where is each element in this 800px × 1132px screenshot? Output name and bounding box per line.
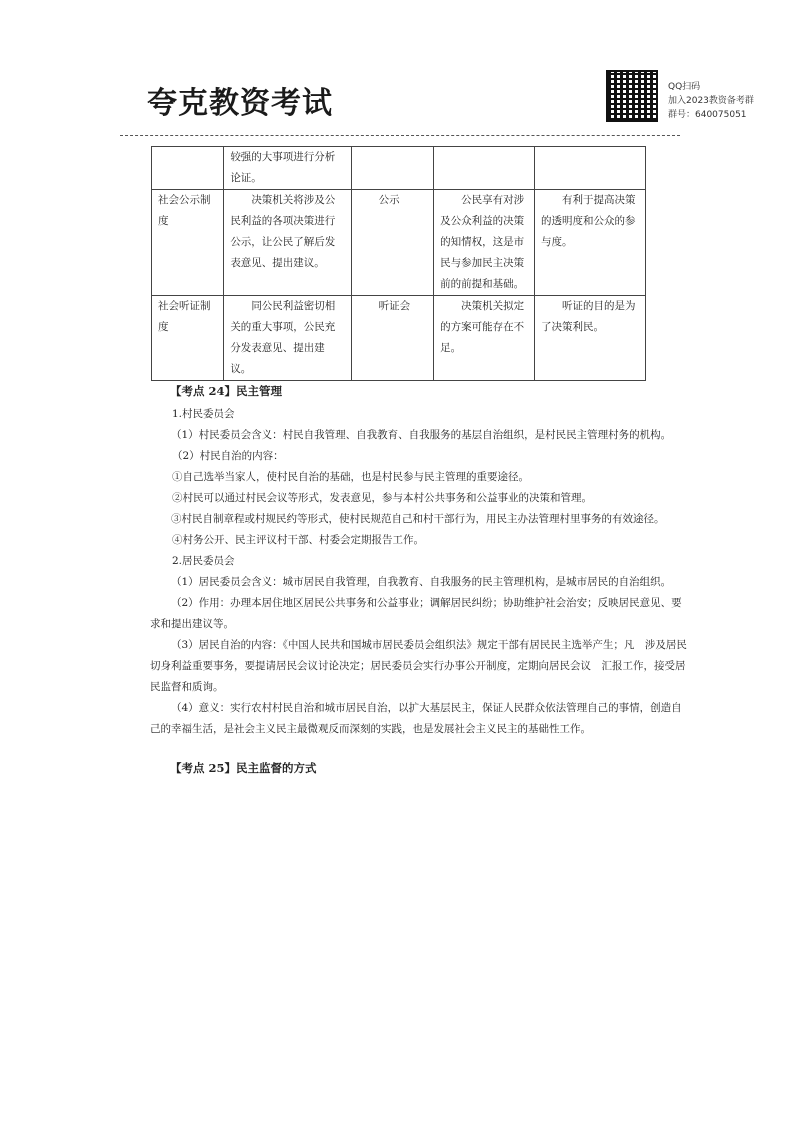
- table-cell: 社会公示制度: [152, 190, 224, 296]
- paragraph: （1）居民委员会含义：城市居民自我管理，自我教育、自我服务的民主管理机构，是城市居民的自治组织。: [171, 576, 672, 588]
- section-25-heading: 【考点 25】民主监督的方式: [170, 761, 317, 775]
- paragraph: （1）村民委员会含义：村民自我管理、自我教育、自我服务的基层自治组织，是村民民主管理村务的机构。: [171, 429, 672, 441]
- table-cell: [534, 147, 645, 190]
- list-item: ②村民可以通过村民会议等形式，发表意见，参与本村公共事务和公益事业的决策和管理。: [172, 492, 592, 504]
- qr-group-invite: 加入2023教资备考群: [668, 96, 754, 106]
- paragraph: （2）村民自治的内容：: [172, 450, 284, 462]
- qr-caption: QQ扫码: [668, 82, 701, 92]
- table-row: [152, 147, 646, 190]
- table-cell: 听证会: [351, 296, 434, 381]
- decision-system-table: [151, 146, 646, 381]
- table-cell: 决策机关将涉及公民利益的各项决策进行公示，让公民了解后发表意见、提出建议。: [224, 190, 351, 296]
- table-cell: 公民享有对涉及公众利益的决策的知情权，这是市民与参加民主决策前的前提和基础。: [434, 190, 535, 296]
- table-cell: 较强的大事项进行分析论证。: [224, 147, 351, 190]
- table-cell: 决策机关拟定的方案可能存在不足。: [434, 296, 535, 381]
- list-item: ③村民自制章程或村规民约等形式，使村民规范自己和村干部行为，用民主办法管理村里事务的有效途径。: [171, 513, 665, 525]
- header-divider: [120, 135, 680, 136]
- list-item: ①自己选举当家人，使村民自治的基础，也是村民参与民主管理的重要途径。: [172, 471, 529, 483]
- table-row: [152, 190, 646, 296]
- table-cell: [152, 147, 224, 190]
- list-item: ④村务公开、民主评议村干部、村委会定期报告工作。: [172, 534, 424, 546]
- qr-info: [668, 80, 754, 122]
- table-cell: 听证的目的是为了决策利民。: [534, 296, 645, 381]
- subheading-village-committee: 1.村民委员会: [172, 408, 235, 420]
- document-body: [150, 381, 690, 781]
- table-cell: 有利于提高决策的透明度和公众的参与度。: [534, 190, 645, 296]
- table-cell: [351, 147, 434, 190]
- paragraph: （4）意义：实行农村村民自治和城市居民自治，以扩大基层民主，保证人民群众依法管理自己的事情，创造自己的幸福生活，是社会主义民主最微观反而深刻的实践，也是发展社会主义民主的基础性工作。: [150, 702, 682, 735]
- table-cell: [434, 147, 535, 190]
- table-cell: 同公民利益密切相关的重大事项，公民充分发表意见、提出建议。: [224, 296, 351, 381]
- qr-code-image: [606, 70, 658, 122]
- brand-logo: 夸克教资考试: [147, 86, 333, 121]
- table-cell: 社会听证制度: [152, 296, 224, 381]
- section-24-heading: 【考点 24】民主管理: [170, 384, 283, 398]
- table-cell: 公示: [351, 190, 434, 296]
- subheading-resident-committee: 2.居民委员会: [172, 555, 235, 567]
- paragraph: （2）作用：办理本居住地区居民公共事务和公益事业；调解居民纠纷；协助维护社会治安；反映居民意见、要求和提出建议等。: [150, 597, 682, 630]
- table-row: [152, 296, 646, 381]
- paragraph: （3）居民自治的内容：《中国人民共和国城市居民委员会组织法》规定干部有居民民主选举产生；凡 涉及居民切身利益重要事务，要提请居民会议讨论决定；居民委员会实行办事公开制度，定期向居民会议 汇报工作，接受居民监督和质询。: [150, 639, 687, 693]
- qr-group-number: 群号：640075051: [668, 110, 747, 120]
